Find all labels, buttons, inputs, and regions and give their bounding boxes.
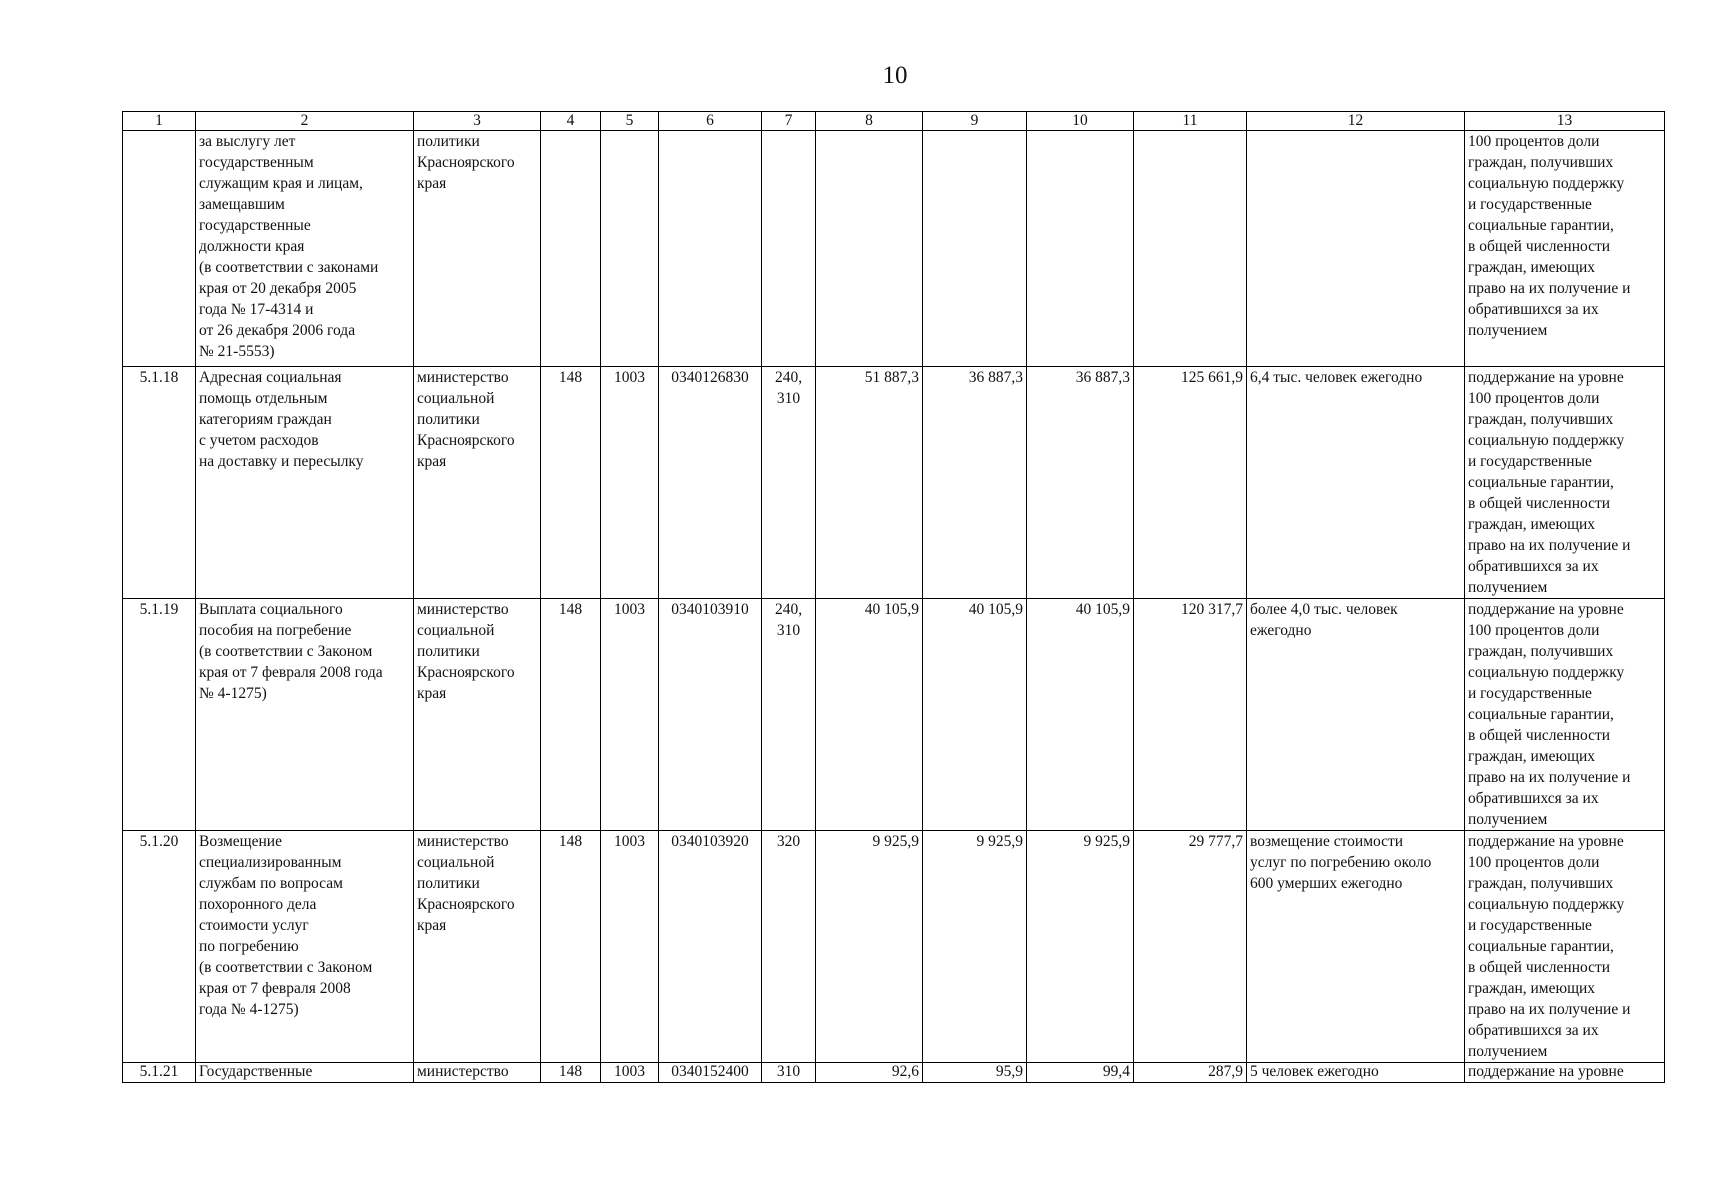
amount-col-10: 36 887,3 [1027,367,1134,599]
section-code: 1003 [601,367,659,599]
col-header-6: 6 [659,112,762,131]
amount-col-9: 9 925,9 [923,831,1027,1063]
expense-type-code: 240, 310 [762,599,816,831]
target-indicator: поддержание на уровне 100 процентов доли граждан, получивших социальную поддержку и государственные социальные гарантии, в общей численности граждан, имеющих право на их получение и обратившихся за их получением [1465,831,1665,1063]
amount-total: 120 317,7 [1134,599,1247,831]
table-row [123,131,1665,367]
amount-col-9: 40 105,9 [923,599,1027,831]
amount-col-8 [816,131,923,367]
col-header-3: 3 [414,112,541,131]
amount-total: 125 661,9 [1134,367,1247,599]
section-code: 1003 [601,599,659,831]
amount-total [1134,131,1247,367]
row-number: 5.1.21 [123,1063,196,1083]
grbs-code: 148 [541,367,601,599]
target-indicator: 100 процентов доли граждан, получивших социальную поддержку и государственные социальные гарантии, в общей численности граждан, имеющих право на их получение и обратившихся за их получением [1465,131,1665,367]
target-article-code [659,131,762,367]
grbs-code: 148 [541,599,601,831]
expense-type-code: 240, 310 [762,367,816,599]
target-article-code: 0340103910 [659,599,762,831]
col-header-4: 4 [541,112,601,131]
amount-col-9: 36 887,3 [923,367,1027,599]
responsible-body: политики Красноярского края [414,131,541,367]
row-number: 5.1.18 [123,367,196,599]
section-code [601,131,659,367]
target-article-code: 0340126830 [659,367,762,599]
row-number [123,131,196,367]
col-header-8: 8 [816,112,923,131]
measure-name: Адресная социальная помощь отдельным категориям граждан с учетом расходов на доставку и пересылку [196,367,414,599]
col-header-10: 10 [1027,112,1134,131]
target-indicator: поддержание на уровне [1465,1063,1665,1083]
measure-name: Выплата социального пособия на погребение (в соответствии с Законом края от 7 февраля 2008 года № 4-1275) [196,599,414,831]
amount-total: 29 777,7 [1134,831,1247,1063]
grbs-code: 148 [541,1063,601,1083]
amount-col-10: 9 925,9 [1027,831,1134,1063]
row-number: 5.1.20 [123,831,196,1063]
table-row [123,1063,1665,1083]
target-article-code: 0340103920 [659,831,762,1063]
amount-col-8: 40 105,9 [816,599,923,831]
amount-col-8: 92,6 [816,1063,923,1083]
col-header-1: 1 [123,112,196,131]
col-header-7: 7 [762,112,816,131]
expected-result [1247,131,1465,367]
amount-col-9: 95,9 [923,1063,1027,1083]
grbs-code: 148 [541,831,601,1063]
table-row [123,831,1665,1063]
grbs-code [541,131,601,367]
amount-col-10 [1027,131,1134,367]
amount-col-8: 9 925,9 [816,831,923,1063]
section-code: 1003 [601,1063,659,1083]
amount-col-9 [923,131,1027,367]
target-indicator: поддержание на уровне 100 процентов доли граждан, получивших социальную поддержку и государственные социальные гарантии, в общей численности граждан, имеющих право на их получение и обратившихся за их получением [1465,599,1665,831]
col-header-5: 5 [601,112,659,131]
target-indicator: поддержание на уровне 100 процентов доли граждан, получивших социальную поддержку и государственные социальные гарантии, в общей численности граждан, имеющих право на их получение и обратившихся за их получением [1465,367,1665,599]
expected-result: возмещение стоимости услуг по погребению около 600 умерших ежегодно [1247,831,1465,1063]
amount-total: 287,9 [1134,1063,1247,1083]
table-row [123,367,1665,599]
col-header-12: 12 [1247,112,1465,131]
measure-name: Государственные [196,1063,414,1083]
col-header-9: 9 [923,112,1027,131]
expected-result: 6,4 тыс. человек ежегодно [1247,367,1465,599]
measure-name: Возмещение специализированным службам по вопросам похоронного дела стоимости услуг по погребению (в соответствии с Законом края от 7 февраля 2008 года № 4-1275) [196,831,414,1063]
program-table [122,111,1665,1083]
amount-col-8: 51 887,3 [816,367,923,599]
col-header-11: 11 [1134,112,1247,131]
expected-result: 5 человек ежегодно [1247,1063,1465,1083]
col-header-13: 13 [1465,112,1665,131]
col-header-2: 2 [196,112,414,131]
page-number: 10 [882,62,908,89]
expense-type-code [762,131,816,367]
section-code: 1003 [601,831,659,1063]
measure-name: за выслугу лет государственным служащим края и лицам, замещавшим государственные должности края (в соответствии с законами края от 20 декабря 2005 года № 17-4314 и от 26 декабря 2006 года № 21-5553) [196,131,414,367]
column-number-row [123,112,1665,131]
expense-type-code: 320 [762,831,816,1063]
expense-type-code: 310 [762,1063,816,1083]
responsible-body: министерство социальной политики Красноярского края [414,367,541,599]
row-number: 5.1.19 [123,599,196,831]
target-article-code: 0340152400 [659,1063,762,1083]
expected-result: более 4,0 тыс. человек ежегодно [1247,599,1465,831]
responsible-body: министерство социальной политики Красноярского края [414,599,541,831]
table-row [123,599,1665,831]
amount-col-10: 99,4 [1027,1063,1134,1083]
responsible-body: министерство социальной политики Красноярского края [414,831,541,1063]
responsible-body: министерство [414,1063,541,1083]
amount-col-10: 40 105,9 [1027,599,1134,831]
